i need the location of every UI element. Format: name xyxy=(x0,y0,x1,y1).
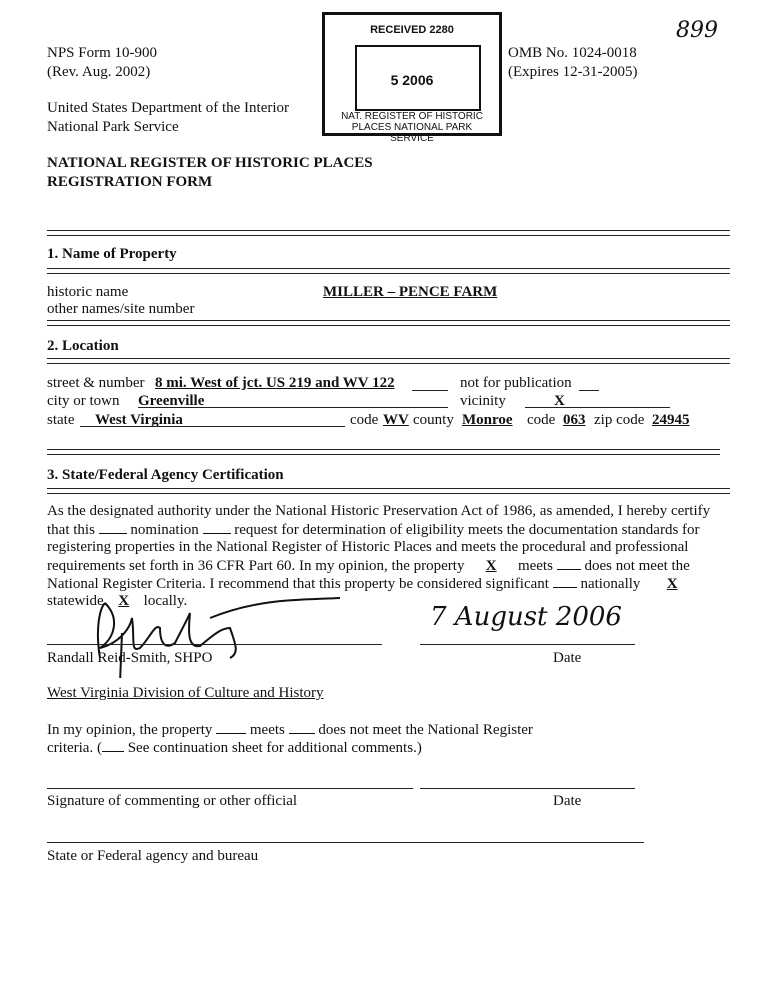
agency-bureau-label: State or Federal agency and bureau xyxy=(47,848,259,864)
locally-mark: X xyxy=(118,593,130,609)
omb-number: OMB No. 1024-0018 xyxy=(508,45,637,61)
state-code-value: WV xyxy=(383,412,409,428)
commenting-official-date-label: Date xyxy=(553,793,582,809)
vicinity-value: X xyxy=(554,393,565,409)
county-value: Monroe xyxy=(462,412,513,428)
stamp-received-text: RECEIVED 2280 xyxy=(370,24,454,36)
omb-expiration: (Expires 12-31-2005) xyxy=(508,64,638,80)
certification-text-line1: As the designated authority under the National Historic Preservation Act of 1986, as amended, I hereby certify xyxy=(47,503,711,519)
county-code-label: code xyxy=(527,412,556,428)
signer-name: Randall Reid-Smith, SHPO xyxy=(47,650,213,666)
stamp-date: 5 2006 xyxy=(390,72,434,88)
section-divider xyxy=(47,358,730,364)
opinion-text-line2: criteria. ( See continuation sheet for additional comments.) xyxy=(47,740,422,756)
certification-text-line4: requirements set forth in 36 CFR Part 60. In my opinion, the property X meets does not meet the xyxy=(47,558,690,574)
certification-text-line5: National Register Criteria. I recommend that this property be considered significant nationally X xyxy=(47,574,700,593)
signature-date-label: Date xyxy=(553,650,582,666)
city-label: city or town xyxy=(47,393,120,409)
handwritten-reference-number: 899 xyxy=(676,18,718,43)
certifying-organization: West Virginia Division of Culture and History xyxy=(47,685,324,701)
historic-name-label: historic name xyxy=(47,284,129,300)
section-divider xyxy=(47,488,730,494)
vicinity-label: vicinity xyxy=(460,393,506,409)
street-number-value: 8 mi. West of jct. US 219 and WV 122 xyxy=(155,375,395,391)
stamp-agency: NAT. REGISTER OF HISTORIC PLACES NATIONAL PARK SERVICE xyxy=(341,111,483,144)
section-3-heading: 3. State/Federal Agency Certification xyxy=(47,467,284,483)
section-divider xyxy=(47,230,730,236)
county-code-value: 063 xyxy=(563,412,586,428)
street-number-label: street & number xyxy=(47,375,145,391)
county-label: county xyxy=(413,412,454,428)
other-names-label: other names/site number xyxy=(47,301,195,317)
signature-date-handwritten: 7 August 2006 xyxy=(430,602,622,632)
historic-name-value: MILLER – PENCE FARM xyxy=(323,284,498,300)
zip-code-value: 24945 xyxy=(652,412,690,428)
not-for-publication-label: not for publication xyxy=(460,375,572,391)
statewide-mark: X xyxy=(666,576,678,592)
state-value: West Virginia xyxy=(95,412,183,428)
certification-text-line3: registering properties in the National Register of Historic Places and meets the procedural and professional xyxy=(47,539,689,555)
state-label: state xyxy=(47,412,75,428)
state-code-label: code xyxy=(350,412,379,428)
commenting-official-signature-label: Signature of commenting or other official xyxy=(47,793,298,809)
opinion-text-line1: In my opinion, the property meets does not meet the National Register xyxy=(47,722,533,738)
certification-text-line2: that this nomination request for determination of eligibility meets the documentation standards for xyxy=(47,522,700,538)
form-revision: (Rev. Aug. 2002) xyxy=(47,64,151,80)
form-title-line2: REGISTRATION FORM xyxy=(47,174,213,190)
section-divider xyxy=(47,268,730,274)
city-value: Greenville xyxy=(138,393,205,409)
section-divider xyxy=(47,449,720,455)
zip-code-label: zip code xyxy=(594,412,645,428)
form-number: NPS Form 10-900 xyxy=(47,45,158,61)
meets-mark: X xyxy=(485,558,497,574)
service-name: National Park Service xyxy=(47,119,179,135)
certification-text-line6: statewide X locally. xyxy=(47,593,188,609)
received-stamp xyxy=(322,12,502,144)
form-title-line1: NATIONAL REGISTER OF HISTORIC PLACES xyxy=(47,155,373,171)
section-2-heading: 2. Location xyxy=(47,338,119,354)
section-divider xyxy=(47,320,730,326)
department-name: United States Department of the Interior xyxy=(47,100,290,116)
section-1-heading: 1. Name of Property xyxy=(47,246,177,262)
